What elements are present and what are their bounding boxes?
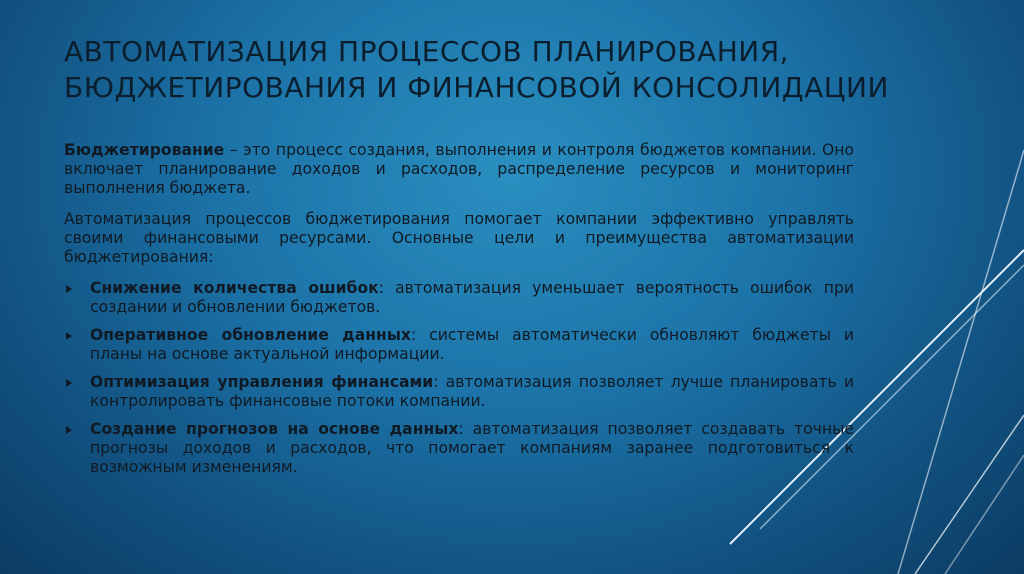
item-text: : системы автоматически обновляют бюджеты и планы на основе актуальной информации. — [90, 326, 854, 363]
list-item — [64, 279, 854, 317]
bullet-arrow-icon — [66, 332, 72, 340]
slide-body — [64, 141, 854, 486]
list-item — [64, 373, 854, 411]
slide-title — [64, 34, 924, 106]
item-term: Снижение количества ошибок — [90, 279, 379, 297]
item-text: : автоматизация позволяет создавать точные прогнозы доходов и расходов, что помогает компаниям заранее подготовиться к возможным изменениям. — [90, 420, 854, 476]
list-item — [64, 420, 854, 477]
bullet-arrow-icon — [66, 426, 72, 434]
title-line-1: АВТОМАТИЗАЦИЯ ПРОЦЕССОВ ПЛАНИРОВАНИЯ, — [64, 35, 790, 68]
item-text: : автоматизация уменьшает вероятность ошибок при создании и обновлении бюджетов. — [90, 279, 855, 316]
item-text: : автоматизация позволяет лучше планировать и контролировать финансовые потоки компании. — [90, 373, 855, 410]
intro-text: – это процесс создания, выполнения и контроля бюджетов компании. Оно включает планирование доходов и расходов, распределение ресурсов и мониторинг выполнения бюджета. — [64, 141, 854, 197]
item-term: Оптимизация управления финансами — [90, 373, 434, 391]
deco-line-1 — [898, 150, 1024, 574]
bullet-arrow-icon — [66, 379, 72, 387]
bullet-arrow-icon — [66, 285, 72, 293]
list-item — [64, 326, 854, 364]
deco-line-4 — [915, 415, 1024, 574]
title-line-2: БЮДЖЕТИРОВАНИЯ И ФИНАНСОВОЙ КОНСОЛИДАЦИИ — [64, 71, 889, 104]
intro-term: Бюджетирование — [64, 141, 225, 159]
automation-paragraph: Автоматизация процессов бюджетирования помогает компании эффективно управлять своими финансовыми ресурсами. Основные цели и преимущества автоматизации бюджетирования: — [64, 210, 854, 266]
intro-paragraph — [64, 141, 854, 198]
item-term: Создание прогнозов на основе данных — [90, 420, 459, 438]
benefits-list — [64, 279, 854, 477]
item-term: Оперативное обновление данных — [90, 326, 411, 344]
